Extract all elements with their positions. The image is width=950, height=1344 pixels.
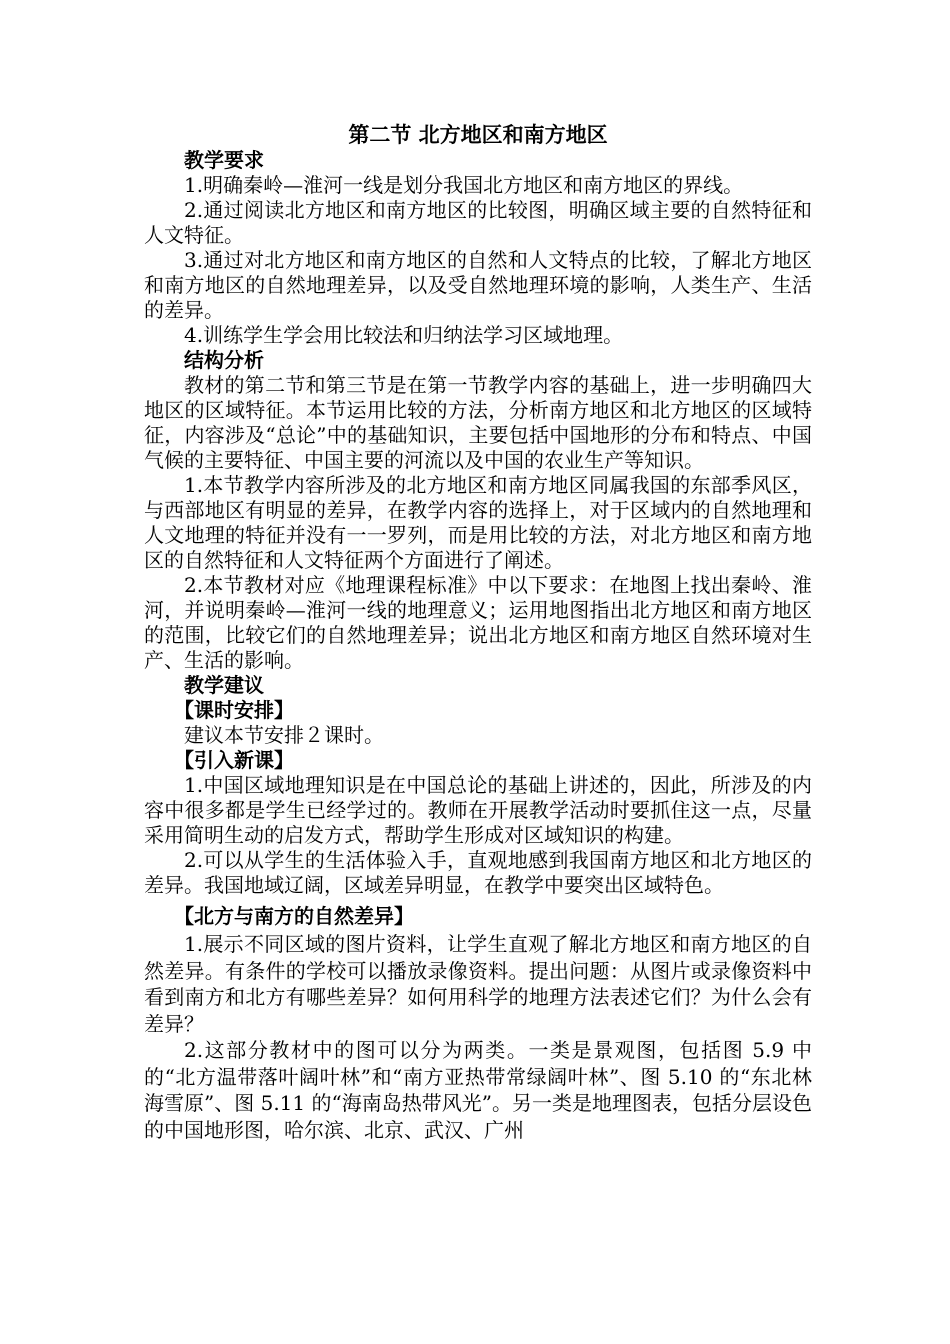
schedule-text: 建议本节安排２课时。 [184,723,384,747]
natural-diff-item-2: 2.这部分教材中的图可以分为两类。一类是景观图，包括图 5.9 中的“北方温带落叶阔叶林”和“南方亚热带常绿阔叶林”、图 5.10 的“东北林海雪原”、图 5.11 的“海南岛热带风光”。另一类是地理图表，包括分层设色的中国地形图，哈尔滨、北京、武汉、广州 [144,1038,812,1142]
section-heading-requirements: 教学要求 [184,148,264,172]
page-title: 第二节 北方地区和南方地区 [348,123,608,147]
structure-intro: 教材的第二节和第三节是在第一节教学内容的基础上，进一步明确四大地区的区域特征。本节运用比较的方法，分析南方地区和北方地区的区域特征，内容涉及“总论”中的基础知识，主要包括中国地形的分布和特点、中国气候的主要特征、中国主要的河流以及中国的农业生产等知识。 [144,373,812,472]
section-heading-suggestions: 教学建议 [184,673,264,697]
document-page [144,120,812,1143]
requirement-item-3: 3.通过对北方地区和南方地区的自然和人文特点的比较，了解北方地区和南方地区的自然地理差异，以及受自然地理环境的影响，人类生产、生活的差异。 [144,248,812,322]
requirement-item-1: 1.明确秦岭—淮河一线是划分我国北方地区和南方地区的界线。 [184,173,744,197]
subheading-intro-lesson: 【引入新课】 [174,748,294,772]
structure-item-2: 2.本节教材对应《地理课程标准》中以下要求：在地图上找出秦岭、淮河，并说明秦岭—淮河一线的地理意义；运用地图指出北方地区和南方地区的范围，比较它们的自然地理差异；说出北方地区和南方地区自然环境对生产、生活的影响。 [144,573,812,672]
requirement-item-4: 4.训练学生学会用比较法和归纳法学习区域地理。 [184,323,624,347]
subheading-natural-diff: 【北方与南方的自然差异】 [174,904,414,928]
structure-item-1: 1.本节教学内容所涉及的北方地区和南方地区同属我国的东部季风区，与西部地区有明显的差异，在教学内容的选择上，对于区域内的自然地理和人文地理的特征并没有一一罗列，而是用比较的方法，对北方地区和南方地区的自然特征和人文特征两个方面进行了阐述。 [144,473,812,572]
natural-diff-item-1: 1.展示不同区域的图片资料，让学生直观了解北方地区和南方地区的自然差异。有条件的学校可以播放录像资料。提出问题：从图片或录像资料中看到南方和北方有哪些差异？如何用科学的地理方法表述它们？为什么会有差异？ [144,932,812,1036]
intro-lesson-item-1: 1.中国区域地理知识是在中国总论的基础上讲述的，因此，所涉及的内容中很多都是学生已经学过的。教师在开展教学活动时要抓住这一点，尽量采用简明生动的启发方式，帮助学生形成对区域知识的构建。 [144,773,812,847]
subheading-schedule: 【课时安排】 [174,698,294,722]
requirement-item-2: 2.通过阅读北方地区和南方地区的比较图，明确区域主要的自然特征和人文特征。 [144,198,812,247]
intro-lesson-item-2: 2.可以从学生的生活体验入手，直观地感到我国南方地区和北方地区的差异。我国地域辽阔，区域差异明显，在教学中要突出区域特色。 [144,848,812,897]
section-heading-structure: 结构分析 [184,348,264,372]
